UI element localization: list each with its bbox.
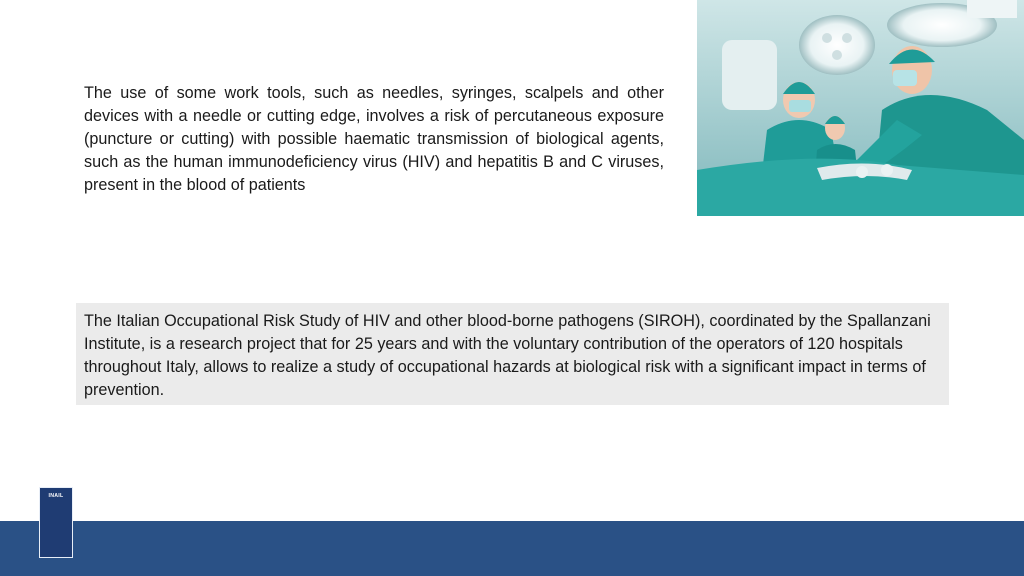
siroh-paragraph: The Italian Occupational Risk Study of HIV and other blood-borne pathogens (SIROH), coordinated by the Spallanzani Institute, is a research project that for 25 years and with the voluntary contribution of the operators of 120 hospitals throughout Italy, allows to realize a study of occupational hazards at biological risk with a significant impact in terms of prevention. bbox=[84, 312, 931, 399]
inail-logo-text: INAIL bbox=[48, 493, 64, 499]
surgery-photo bbox=[697, 0, 1024, 216]
inail-logo bbox=[39, 487, 73, 558]
siroh-info-box bbox=[76, 303, 949, 405]
footer-band bbox=[0, 521, 1024, 576]
intro-paragraph: The use of some work tools, such as needles, syringes, scalpels and other devices with a needle or cutting edge, involves a risk of percutaneous exposure (puncture or cutting) with possible haematic transmission of biological agents, such as the human immunodeficiency virus (HIV) and hepatitis B and C viruses, present in the blood of patients bbox=[84, 84, 664, 194]
